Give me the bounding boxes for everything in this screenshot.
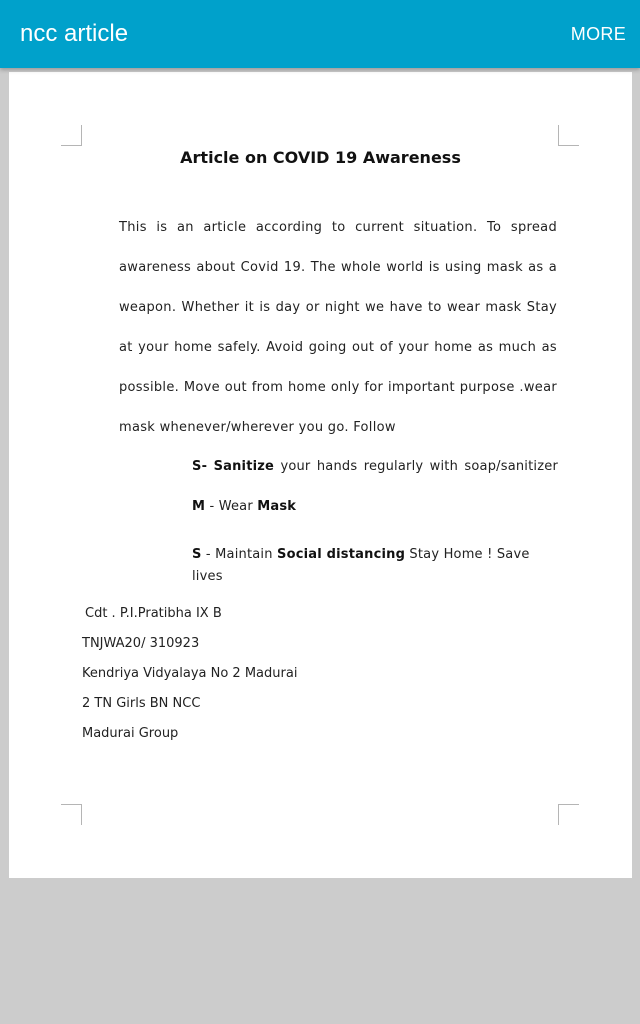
list-bold-word: Social distancing (277, 547, 406, 562)
page-margin-corner-bottom-left (61, 804, 82, 825)
list-item-sanitize (192, 456, 558, 478)
list-item-mask (192, 496, 558, 518)
page-margin-corner-top-right (558, 125, 579, 146)
signature-group: Madurai Group (82, 726, 179, 741)
list-text: - Maintain (201, 547, 278, 562)
list-item-social-distancing (192, 544, 558, 588)
article-paragraph: This is an article according to current situation. To spread awareness about Covid 19. The whole world is using mask as a weapon. Whether it is day or night we have to wear mask Stay at your home safely. Avoid going out of your home as much as possible. Move out from home only for important purpose .wear mask whenever/wherever you go. Follow (119, 220, 557, 435)
app-bar (0, 0, 640, 68)
signature-school: Kendriya Vidyalaya No 2 Madurai (82, 666, 298, 681)
signature-name: Cdt . P.I.Pratibha IX B (85, 606, 222, 621)
list-bold-word: Mask (257, 499, 297, 514)
page-margin-corner-bottom-right (558, 804, 579, 825)
list-key: S (192, 547, 202, 562)
document-page[interactable] (9, 72, 632, 878)
list-text: - Wear (205, 499, 258, 514)
list-key: M (192, 499, 206, 514)
list-text: your hands regularly with soap/sanitizer (274, 459, 558, 474)
article-title: Article on COVID 19 Awareness (180, 148, 461, 167)
list-bold-word: Sanitize (213, 459, 275, 474)
list-key: S- (192, 459, 208, 474)
signature-unit: 2 TN Girls BN NCC (82, 696, 201, 711)
more-button[interactable]: MORE (570, 24, 626, 44)
signature-id: TNJWA20/ 310923 (82, 636, 200, 651)
list-text: Stay Home ! Save lives (192, 547, 530, 584)
page-margin-corner-top-left (61, 125, 82, 146)
app-title: ncc article (20, 20, 129, 47)
